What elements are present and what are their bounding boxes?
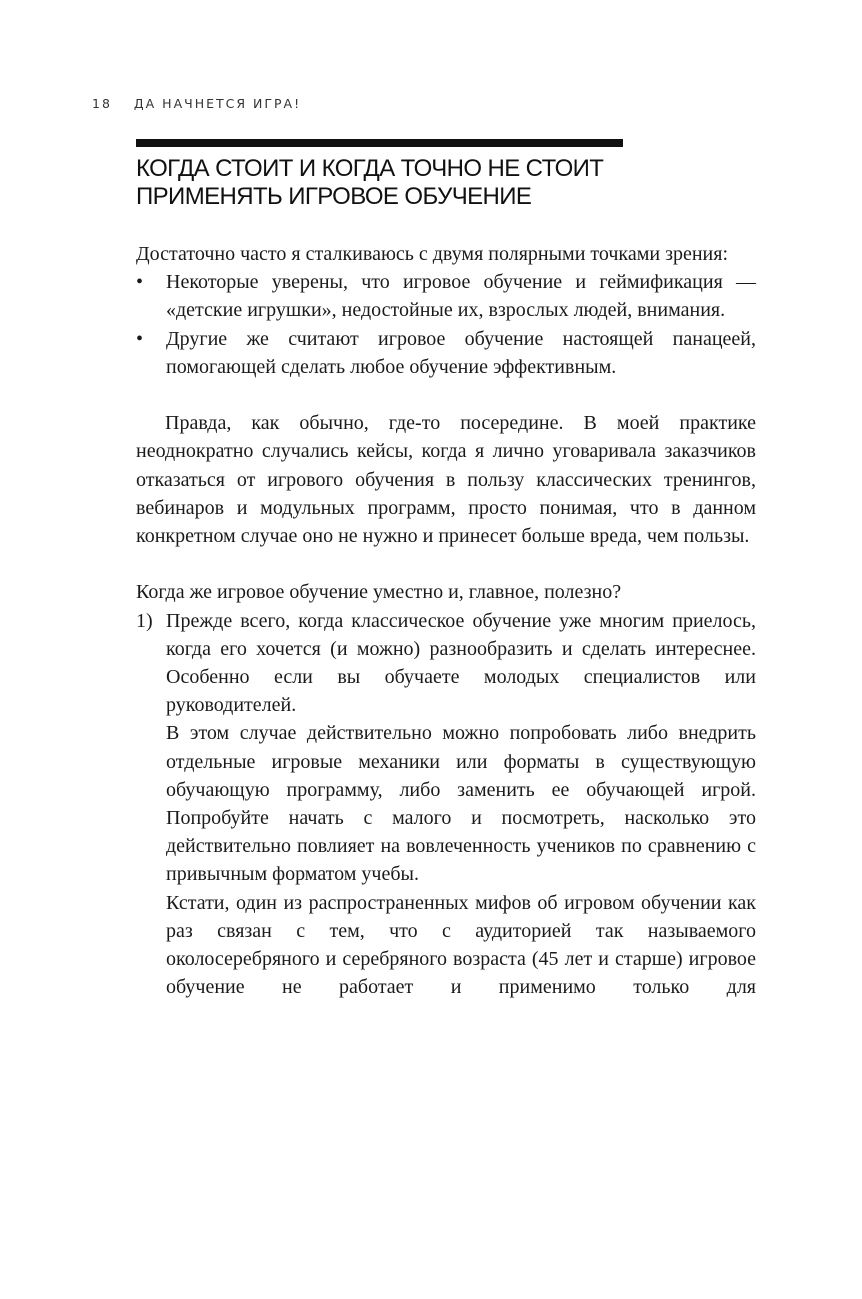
section-title: [136, 155, 756, 211]
paragraph-gap: [136, 381, 756, 409]
section-rule: [136, 139, 623, 147]
running-head: [92, 96, 301, 111]
list-item: [136, 325, 756, 381]
numbered-paragraph: Кстати, один из распространенных мифов об игровом обучении как раз связан с тем, что с аудиторией так называемого околосеребряного и серебряного возраста (45 лет и старше) игровое обучение не работает и применимо только для: [166, 891, 756, 999]
numbered-paragraph: В этом случае действительно можно попробовать либо внедрить отдельные игровые механики или форматы в существующую обучающую программу, либо заменить ее обучающей игрой. Попробуйте начать с малого и посмотреть, насколько это действительно повлияет на вовлеченность учеников по сравнению с привычным форматом учебы.: [166, 722, 756, 886]
bullet-marker: •: [136, 327, 144, 350]
numbered-paragraph: Прежде всего, когда классическое обучение уже многим приелось, когда его хочется (и можно) разнообразить и сделать интереснее. Особенно если вы обучаете молодых специалистов или руководителей.: [166, 609, 756, 717]
bullet-marker: •: [136, 271, 144, 294]
list-item: [136, 268, 756, 324]
paragraph-gap: [136, 550, 756, 578]
bullet-list: [136, 268, 756, 381]
section-title-line-2: ПРИМЕНЯТЬ ИГРОВОЕ ОБУЧЕНИЕ: [136, 183, 532, 210]
intro-paragraph: Достаточно часто я сталкиваюсь с двумя полярными точками зрения:: [136, 243, 729, 265]
body-text: [136, 240, 756, 1001]
body-paragraph: Правда, как обычно, где-то посередине. В моей практике неоднократно случались кейсы, когда я лично уговаривала заказчиков отказаться от игрового обучения в пользу классических тренингов, вебинаров и модульных программ, просто понимая, что в данном конкретном случае оно не нужно и принесет больше вреда, чем пользы.: [136, 412, 756, 548]
running-title: ДА НАЧНЕТСЯ ИГРА!: [133, 96, 302, 111]
list-item: [136, 607, 756, 1002]
bullet-text: Другие же считают игровое обучение настоящей панацеей, помогающей сделать любое обучение эффективным.: [166, 327, 756, 378]
numbered-list: [136, 607, 756, 1002]
question-paragraph: Когда же игровое обучение уместно и, главное, полезно?: [136, 581, 622, 604]
bullet-text: Некоторые уверены, что игровое обучение и геймификация — «детские игрушки», недостойные их, взрослых людей, внимания.: [166, 271, 756, 322]
number-marker: 1): [136, 609, 153, 632]
page-number: 18: [92, 96, 112, 111]
section-title-line-1: КОГДА СТОИТ И КОГДА ТОЧНО НЕ СТОИТ: [136, 155, 604, 182]
